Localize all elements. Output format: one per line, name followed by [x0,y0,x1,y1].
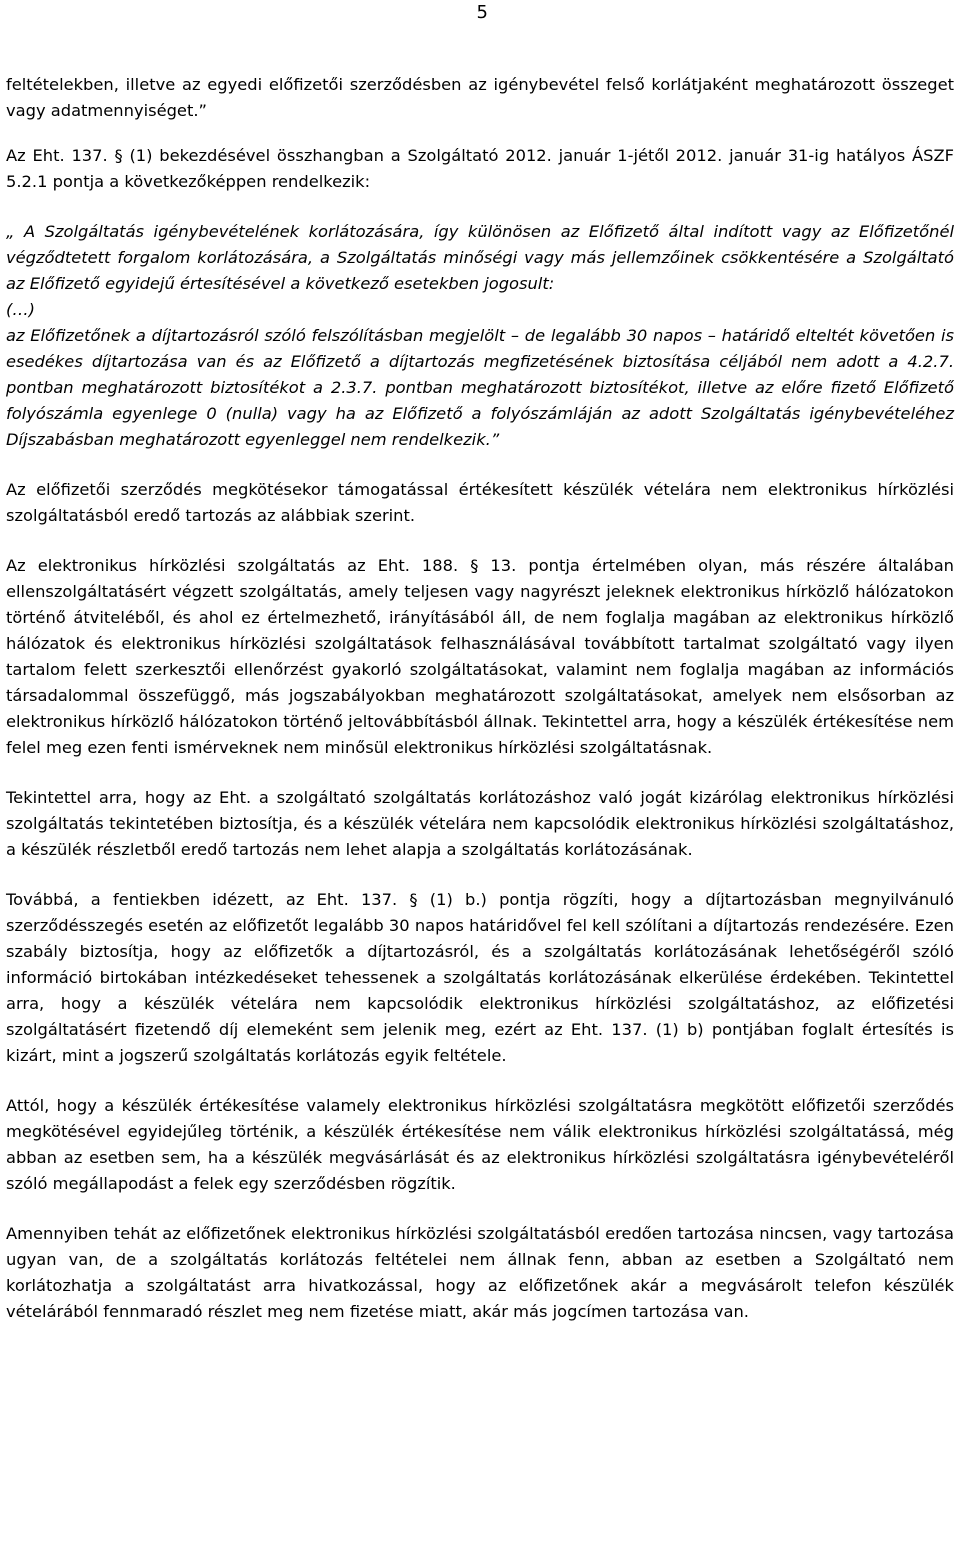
paragraph-6: Továbbá, a fentiekben idézett, az Eht. 137. § (1) b.) pontja rögzíti, hogy a díjtartozásban megnyilvánuló szerződésszegés esetén az előfizetőt legalább 30 napos határidővel fel kell szólítani a díjtartozás rendezésére. Ezen szabály biztosítja, hogy az előfizetők a díjtartozásról, és a szolgáltatás korlátozásának lehetőségéről szóló információ birtokában intézkedéseket tehessenek a szolgáltatás korlátozásának elkerülése érdekében. Tekintettel arra, hogy a készülék vételára nem kapcsolódik elektronikus hírközlési szolgáltatáshoz, az előfizetési szolgáltatásért fizetendő díj elemeként sem jelenik meg, ezért az Eht. 137. (1) b) pontjában foglalt értesítés is kizárt, mint a jogszerű szolgáltatás korlátozás egyik feltétele. [6,890,954,1065]
page-number: 5 [476,2,488,23]
quote-paragraph-2: az Előfizetőnek a díjtartozásról szóló felszólításban megjelölt – de legalább 30 napos – határidő elteltét követően is esedékes díjtartozása van és az Előfizető a díjtartozás megfizetésének biztosítása céljából nem adott a 4.2.7. pontban meghatározott biztosítékot a 2.3.7. pontban meghatározott biztosítékot, illetve az előre fizető Előfizető folyószámla egyenlege 0 (nulla) vagy ha az Előfizető a folyószámláján az adott Szolgáltatás igénybevételéhez Díjszabásban meghatározott egyenleggel nem rendelkezik.” [6,326,954,449]
quoted-regulation [6,219,954,453]
quote-ellipsis: (…) [6,300,35,319]
paragraph-1: feltételekben, illetve az egyedi előfizetői szerződésben az igénybevétel felső korlátjaként meghatározott összeget vagy adatmennyiséget.” [6,75,954,120]
paragraph-5: Tekintettel arra, hogy az Eht. a szolgáltató szolgáltatás korlátozáshoz való jogát kizárólag elektronikus hírközlési szolgáltatás tekintetében biztosítja, és a készülék vételára nem kapcsolódik elektronikus hírközlési szolgáltatáshoz, a készülék részletből eredő tartozás nem lehet alapja a szolgáltatás korlátozásának. [6,788,954,859]
paragraph-3: Az előfizetői szerződés megkötésekor támogatással értékesített készülék vételára nem elektronikus hírközlési szolgáltatásból eredő tartozás az alábbiak szerint. [6,480,954,525]
paragraph-8: Amennyiben tehát az előfizetőnek elektronikus hírközlési szolgáltatásból eredően tartozása nincsen, vagy tartozása ugyan van, de a szolgáltatás korlátozás feltételei nem állnak fenn, abban az esetben a Szolgáltató nem korlátozhatja a szolgáltatást arra hivatkozással, hogy az előfizetőnek akár a megvásárolt telefon készülék vételárából fennmaradó részlet meg nem fizetése miatt, akár más jogcímen tartozása van. [6,1224,954,1321]
paragraph-4: Az elektronikus hírközlési szolgáltatás az Eht. 188. § 13. pontja értelmében olyan, más részére általában ellenszolgáltatásért végzett szolgáltatás, amely teljesen vagy nagyrészt jeleknek elektronikus hírközlő hálózatokon történő átviteléből, és ahol ez értelmezhető, irányításából áll, de nem foglalja magában az elektronikus hírközlő hálózatok és elektronikus hírközlési szolgáltatások felhasználásával továbbított tartalmat szolgáltató vagy ilyen tartalom felett szerkesztői ellenőrzést gyakorló szolgáltatásokat, valamint nem foglalja magában az információs társadalommal összefüggő, más jogszabályokban meghatározott szolgáltatásokat, amelyek nem elsősorban az elektronikus hírközlő hálózatokon történő jeltovábbításból állnak. Tekintettel arra, hogy a készülék értékesítése nem felel meg ezen fenti ismérveknek nem minősül elektronikus hírközlési szolgáltatásnak. [6,556,954,757]
paragraph-7: Attól, hogy a készülék értékesítése valamely elektronikus hírközlési szolgáltatásra megkötött előfizetői szerződés megkötésével egyidejűleg történik, a készülék értékesítése nem válik elektronikus hírközlési szolgáltatássá, még abban az esetben sem, ha a készülék megvásárlását és az elektronikus hírközlési szolgáltatásra igénybevételéről szóló megállapodást a felek egy szerződésben rögzítik. [6,1096,954,1193]
quote-paragraph-1: „ A Szolgáltatás igénybevételének korlátozására, így különösen az Előfizető által indított vagy az Előfizetőnél végződtetett forgalom korlátozására, a Szolgáltatás minőségi vagy más jellemzőinek csökkentésére a Szolgáltató az Előfizető egyidejű értesítésével a következő esetekben jogosult: [6,222,954,293]
paragraph-2: Az Eht. 137. § (1) bekezdésével összhangban a Szolgáltató 2012. január 1-jétől 2012. január 31-ig hatályos ÁSZF 5.2.1 pontja a következőképpen rendelkezik: [6,146,954,191]
document-body [6,72,954,1349]
